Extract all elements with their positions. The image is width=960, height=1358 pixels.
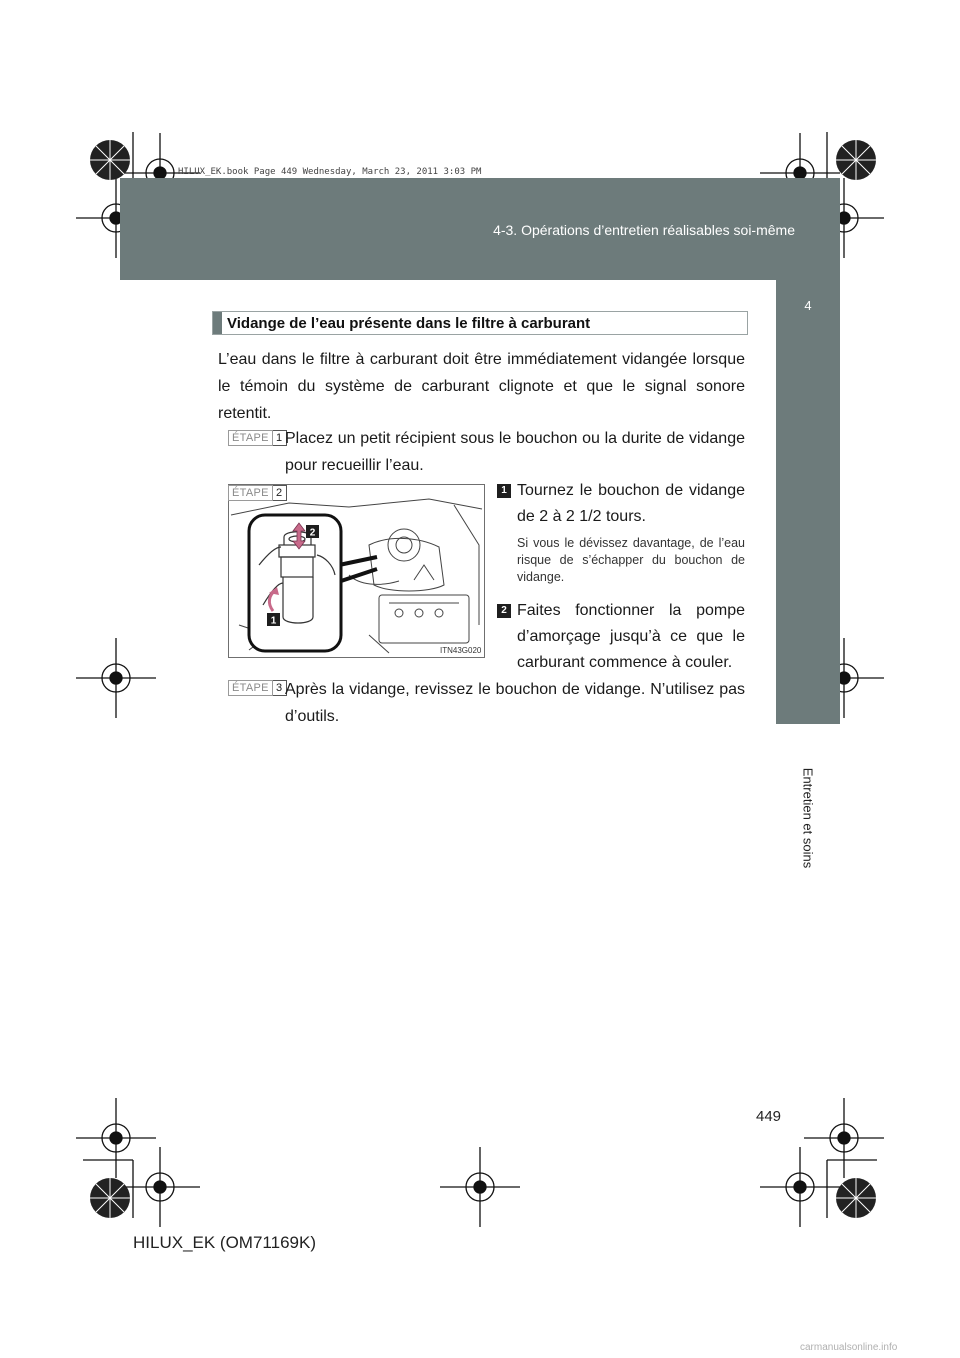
- step-label: ÉTAPE: [228, 430, 273, 446]
- step-3-text: Après la vidange, revissez le bouchon de vidange. N’utilisez pas d’outils.: [285, 681, 745, 725]
- item-1-text: Tournez le bouchon de vidange de 2 à 2 1/2 tours.: [517, 482, 745, 525]
- step-3-badge: [228, 680, 287, 696]
- step-2-badge: [228, 485, 287, 501]
- callout-2-label: 2: [309, 527, 316, 539]
- book-stamp: HILUX_EK.book Page 449 Wednesday, March 23, 2011 3:03 PM: [178, 167, 482, 177]
- engine-bay-illustration: [228, 484, 485, 658]
- step-label: ÉTAPE: [228, 680, 273, 696]
- intro-paragraph: L’eau dans le filtre à carburant doit être immédiatement vidangée lorsque le témoin du système de carburant clignote et que le signal sonore retentit.: [218, 351, 745, 422]
- section-reference: 4-3. Opérations d’entretien réalisables soi-même: [493, 222, 795, 238]
- item-2-text: Faites fonctionner la pompe d’amorçage jusqu’à ce que le carburant commence à couler.: [517, 602, 745, 671]
- watermark: carmanualsonline.info: [800, 1342, 898, 1353]
- item-2-marker: 2: [497, 604, 511, 618]
- section-title: Vidange de l’eau présente dans le filtre à carburant: [227, 315, 591, 332]
- figure-code: ITN43G020: [440, 646, 482, 655]
- chapter-number: 4: [804, 298, 812, 313]
- step-1-text: Placez un petit récipient sous le bouchon ou la durite de vidange pour recueillir l’eau.: [285, 430, 745, 474]
- section-title-box: [212, 311, 748, 335]
- step-label: ÉTAPE: [228, 485, 273, 501]
- step-1-badge: [228, 430, 287, 446]
- chapter-side-tab: [776, 280, 840, 724]
- callout-1-label: 1: [270, 615, 277, 627]
- item-1-note: Si vous le dévissez davantage, de l’eau risque de s’échapper du bouchon de vidange.: [517, 536, 745, 584]
- manual-id: HILUX_EK (OM71169K): [133, 1233, 316, 1252]
- step-number: 3: [273, 680, 287, 696]
- fuel-filter-illustration: [229, 485, 484, 657]
- step-number: 1: [273, 430, 287, 446]
- page-number: 449: [756, 1108, 782, 1125]
- item-1-marker: 1: [497, 484, 511, 498]
- step-number: 2: [273, 485, 287, 501]
- chapter-name: Entretien et soins: [800, 767, 816, 869]
- title-accent-bar: [213, 312, 222, 334]
